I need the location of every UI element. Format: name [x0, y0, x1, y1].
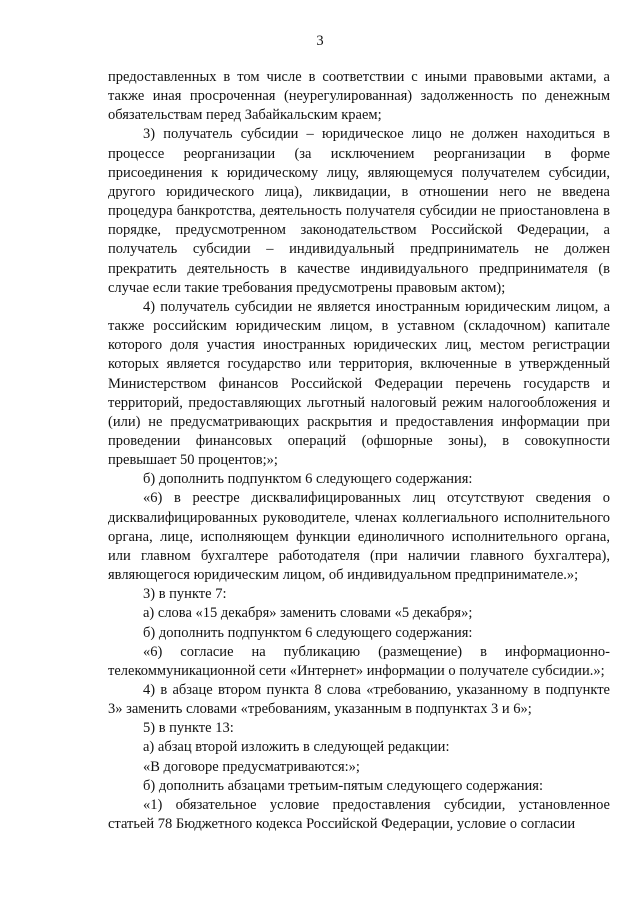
paragraph: б) дополнить подпунктом 6 следующего содержания: — [143, 624, 473, 641]
paragraph: а) абзац второй изложить в следующей редакции: — [143, 739, 450, 756]
paragraph: 4) получатель субсидии не является иностранным юридическим лицом, а также российским юридическим лицом, в уставном (складочном) капитале которого доля участия иностранных юридических лиц, местом регистрации которых является государство или территория, включенные в утвержденный Министерством финансов Российской Федерации перечень государств и территорий, предоставляющих льготный налоговый режим налогообложения и (или) не предусматривающих раскрытия и предоставления информации при проведении финансовых операций (офшорные зоны), в совокупности превышает 50 процентов;»; — [108, 298, 610, 469]
paragraph: 5) в пункте 13: — [143, 720, 234, 737]
paragraph: 4) в абзаце втором пункта 8 слова «требованию, указанному в подпункте 3» заменить словами «требованиям, указанным в подпунктах 3 и 6»; — [108, 682, 610, 718]
paragraph: предоставленных в том числе в соответствии с иными правовыми актами, а также иная просроченная (неурегулированная) задолженность по денежным обязательствам перед Забайкальским краем; — [108, 69, 610, 124]
paragraph: б) дополнить абзацами третьим-пятым следующего содержания: — [143, 777, 544, 794]
page-number: 3 — [316, 33, 324, 49]
paragraph: б) дополнить подпунктом 6 следующего содержания: — [143, 471, 473, 488]
paragraph: 3) получатель субсидии – юридическое лицо не должен находиться в процессе реорганизации (за исключением реорганизации в форме присоединения к юридическому лицу, являющемуся получателем субсидии, другого юридического лица), ликвидации, в отношении него не введена процедура банкротства, деятельность получателя субсидии не приостановлена в порядке, предусмотренном законодательством Российской Федерации, а получатель субсидии – индивидуальный предприниматель не должен прекратить деятельность в качестве индивидуального предпринимателя (в случае если такие требования предусмотрены правовым актом); — [108, 126, 610, 296]
document-body — [108, 68, 610, 834]
paragraph: «6) в реестре дисквалифицированных лиц отсутствуют сведения о дисквалифицированных руководителе, членах коллегиального исполнительного органа, лице, исполняющем функции единоличного исполнительного органа, или главном бухгалтере работодателя (при наличии главного бухгалтера), являющегося юридическим лицом, об индивидуальном предпринимателе.»; — [108, 490, 610, 584]
paragraph: «В договоре предусматриваются:»; — [143, 758, 360, 775]
paragraph: «1) обязательное условие предоставления субсидии, установленное статьей 78 Бюджетного кодекса Российской Федерации, условие о согласии — [108, 796, 610, 833]
paragraph: «6) согласие на публикацию (размещение) в информационно-телекоммуникационной сети «Интернет» информации о получателе субсидии.»; — [108, 643, 610, 679]
paragraph: а) слова «15 декабря» заменить словами «5 декабря»; — [143, 605, 473, 622]
paragraph: 3) в пункте 7: — [143, 586, 227, 603]
